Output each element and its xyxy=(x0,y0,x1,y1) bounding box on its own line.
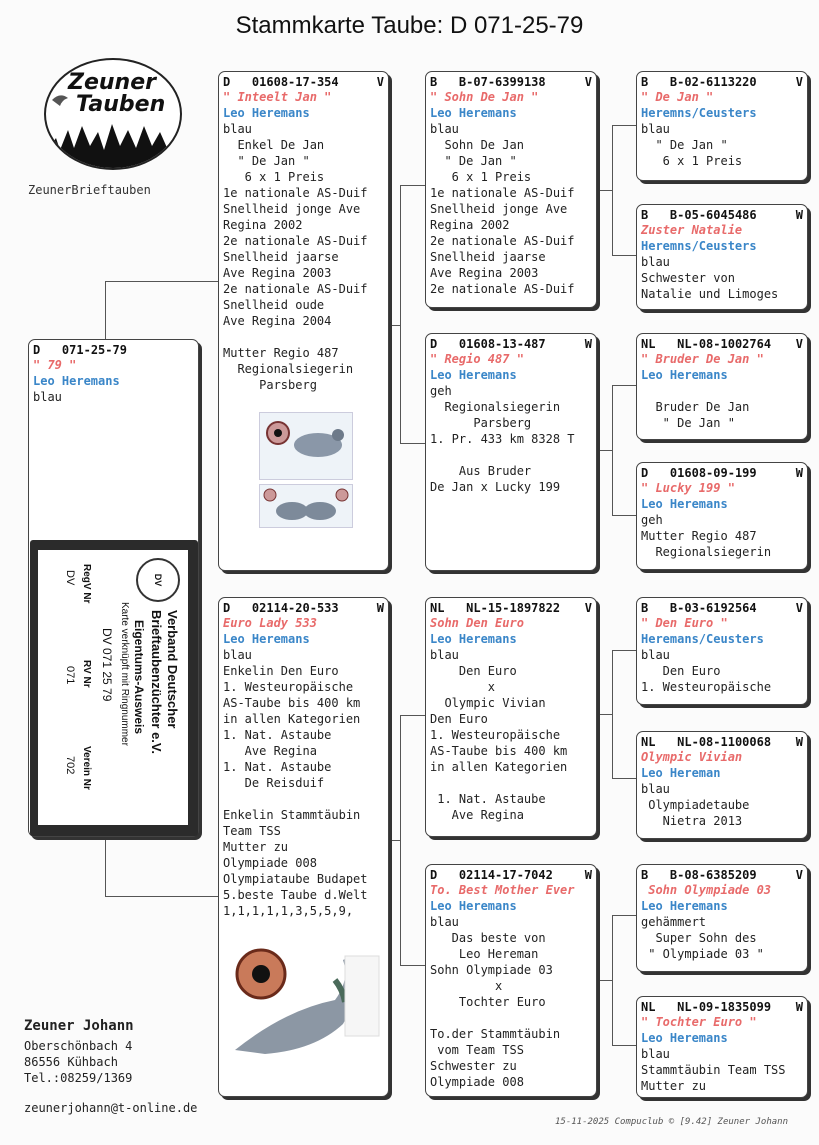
owner-street: Oberschönbach 4 xyxy=(24,1039,133,1053)
card-ring: 01608-17-354 xyxy=(251,75,339,89)
card-ring: 02114-20-533 xyxy=(251,601,339,615)
card-notes: Enkelin Den Euro 1. Westeuropäische AS-Taube bis 400 km in allen Kategorien 1. Nat. Astaube Ave Regina 1. Nat. Astaube De Reisduif Enkelin Stammtäubin Team TSS Mutter zu Olympiade 008 Olympiataube Budapet 5.beste Taube d.Welt 1,1,1,1,1,3,5,5,9, xyxy=(223,664,368,918)
card-gender: V xyxy=(584,75,592,89)
ident-value-verein: 702 xyxy=(64,756,76,775)
pigeon-card-mff[interactable] xyxy=(636,597,808,705)
card-breeder: Leo Heremans xyxy=(641,497,728,511)
card-gender: V xyxy=(795,337,803,351)
owner-city: 86556 Kühbach xyxy=(24,1055,118,1069)
card-code: B xyxy=(641,868,649,882)
card-notes: Das beste von Leo Hereman Sohn Olympiade 03 x Tochter Euro To.der Stammtäubin vom Team TSS Schwester zu Olympiade 008 xyxy=(430,931,561,1089)
ident-sub: Karte verknüpft mit Ringnummer xyxy=(119,602,130,746)
card-code: NL xyxy=(641,337,656,351)
card-breeder: Leo Heremans xyxy=(430,368,517,382)
card-breeder: Leo Heremans xyxy=(641,899,728,913)
pigeon-card-ffm[interactable] xyxy=(636,204,808,310)
card-gender: V xyxy=(795,601,803,615)
card-ring: B-02-6113220 xyxy=(669,75,757,89)
card-color: blau xyxy=(33,390,62,404)
card-color: blau xyxy=(430,648,459,662)
vdt-logo-icon: DV xyxy=(136,558,180,602)
card-breeder: Leo Heremans xyxy=(641,368,728,382)
card-ring: 02114-17-7042 xyxy=(458,868,553,882)
card-breeder: Leo Heremans xyxy=(223,632,310,646)
card-code: D xyxy=(430,868,438,882)
card-code: D xyxy=(223,75,231,89)
card-gender: W xyxy=(795,466,803,480)
card-breeder: Leo Heremans xyxy=(430,106,517,120)
card-notes: Sohn De Jan " De Jan " 6 x 1 Preis 1e nationale AS-Duif Snellheid jonge Ave Regina 2002 2e nationale AS-Duif Snellheid jaarse Ave Regina 2003 2e nationale AS-Duif xyxy=(430,138,575,296)
ident-heading: Eigentums-Ausweis xyxy=(132,620,146,735)
card-color: blau xyxy=(641,1047,670,1061)
card-notes: Mutter Regio 487 Regionalsiegerin xyxy=(641,529,772,559)
card-gender: V xyxy=(376,75,384,89)
ident-value-rv: 071 xyxy=(64,666,76,685)
ident-ring: DV 071 25 79 xyxy=(100,628,114,702)
card-breeder: Leo Heremans xyxy=(430,899,517,913)
card-gender: V xyxy=(584,601,592,615)
card-gender: V xyxy=(795,75,803,89)
card-gender: V xyxy=(795,868,803,882)
card-code: B xyxy=(641,601,649,615)
card-color: blau xyxy=(430,915,459,929)
pigeon-image-icon xyxy=(225,940,381,1070)
ident-label-rv: RV Nr xyxy=(81,660,92,688)
ident-org2: Brieftaubenzüchter e.V. xyxy=(149,610,164,755)
pigeon-photo-2 xyxy=(259,484,353,528)
pigeon-card-mm[interactable] xyxy=(425,864,597,1097)
card-notes: " De Jan " 6 x 1 Preis xyxy=(655,138,743,168)
card-notes: Schwester von Natalie und Limoges xyxy=(641,271,779,301)
card-name: " Lucky 199 " xyxy=(641,481,735,495)
card-name: " Inteelt Jan " xyxy=(223,90,332,104)
card-ring: B-08-6385209 xyxy=(669,868,757,882)
owner-phone: Tel.:08259/1369 xyxy=(24,1071,133,1085)
brand-text: ZeunerBrieftauben xyxy=(28,183,151,197)
pigeon-pair-icon xyxy=(260,485,352,527)
card-gender: W xyxy=(584,868,592,882)
card-ring: B-03-6192564 xyxy=(669,601,757,615)
card-code: B xyxy=(430,75,438,89)
card-gender: W xyxy=(795,208,803,222)
card-code: D xyxy=(33,343,41,357)
card-ring: 01608-13-487 xyxy=(458,337,546,351)
card-notes: Olympiadetaube Nietra 2013 xyxy=(648,798,750,828)
pigeon-card-fmf[interactable] xyxy=(636,333,808,440)
card-notes: Regionalsiegerin Parsberg 1. Pr. 433 km 8328 T Aus Bruder De Jan x Lucky 199 xyxy=(430,400,575,494)
pigeon-card-fff[interactable] xyxy=(636,71,808,181)
card-name: Euro Lady 533 xyxy=(223,616,317,630)
card-name: " Sohn De Jan " xyxy=(430,90,539,104)
card-code: B xyxy=(641,208,649,222)
pigeon-card-father[interactable] xyxy=(218,71,389,571)
card-notes: Den Euro 1. Westeuropäische xyxy=(641,664,772,694)
card-breeder: Leo Heremans xyxy=(641,1031,728,1045)
pigeon-card-ff[interactable] xyxy=(425,71,597,308)
card-code: D xyxy=(430,337,438,351)
card-gender: W xyxy=(584,337,592,351)
card-name: " Tochter Euro " xyxy=(641,1015,757,1029)
card-ring: B-05-6045486 xyxy=(669,208,757,222)
card-notes: Super Sohn des " Olympiade 03 " xyxy=(648,931,764,961)
card-ring: NL-08-1002764 xyxy=(677,337,772,351)
pigeon-photo xyxy=(259,412,353,480)
tree-silhouette-icon xyxy=(46,60,180,168)
card-color: gehämmert xyxy=(641,915,707,929)
pigeon-card-fm[interactable] xyxy=(425,333,597,571)
card-name: Sohn Olympiade 03 xyxy=(641,883,772,897)
card-notes: Bruder De Jan " De Jan " xyxy=(655,400,750,430)
ident-value-regv: DV xyxy=(64,570,76,586)
footer-text: 15-11-2025 Compuclub © [9.42] Zeuner Johann xyxy=(555,1117,788,1127)
logo-line2: Tauben xyxy=(76,92,166,117)
card-color: blau xyxy=(430,122,459,136)
pigeon-card-mf[interactable] xyxy=(425,597,597,837)
card-color: blau xyxy=(641,255,670,269)
zeuner-tauben-logo xyxy=(44,58,182,170)
card-color: geh xyxy=(641,513,663,527)
pigeon-card-mfm[interactable] xyxy=(636,731,808,839)
card-ring: NL-08-1100068 xyxy=(677,735,772,749)
ident-label-regv: RegV Nr xyxy=(81,564,92,604)
card-ring: NL-15-1897822 xyxy=(466,601,561,615)
pigeon-card-mmf[interactable] xyxy=(636,864,808,972)
card-gender: W xyxy=(795,735,803,749)
card-breeder: Heremans/Ceusters xyxy=(641,632,764,646)
card-color: blau xyxy=(641,782,670,796)
card-name: To. Best Mother Ever xyxy=(430,883,575,897)
owner-email[interactable]: zeunerjohann@t-online.de xyxy=(24,1101,198,1115)
eigentums-ausweis-card xyxy=(30,540,198,836)
card-name: " 79 " xyxy=(33,358,77,372)
card-name: " Regio 487 " xyxy=(430,352,524,366)
card-notes: Den Euro x Olympic Vivian Den Euro 1. Westeuropäische AS-Taube bis 400 km in allen Kategorien 1. Nat. Astaube Ave Regina xyxy=(430,664,568,822)
card-notes: Stammtäubin Team TSS Mutter zu xyxy=(641,1063,786,1093)
pigeon-image-icon xyxy=(260,413,352,479)
pigeon-card-fmm[interactable] xyxy=(636,462,808,570)
card-breeder: Heremns/Ceusters xyxy=(641,106,757,120)
card-name: " Den Euro " xyxy=(641,616,728,630)
card-color: blau xyxy=(223,122,252,136)
card-color: blau xyxy=(641,122,670,136)
card-gender: W xyxy=(376,601,384,615)
card-ring: B-07-6399138 xyxy=(458,75,546,89)
card-ring: NL-09-1835099 xyxy=(677,1000,772,1014)
card-code: NL xyxy=(641,735,656,749)
card-name: Sohn Den Euro xyxy=(430,616,524,630)
owner-address xyxy=(24,1018,134,1086)
card-notes: Enkel De Jan " De Jan " 6 x 1 Preis 1e nationale AS-Duif Snellheid jonge Ave Regina 2002 2e nationale AS-Duif Snellheid jaarse Ave Regina 2003 2e nationale AS-Duif Snellheid oude Ave Regina 2004 Mutter Regio 487 Regionalsiegerin Parsberg xyxy=(223,138,368,392)
pigeon-card-mmm[interactable] xyxy=(636,996,808,1098)
card-ring: 071-25-79 xyxy=(61,343,127,357)
owner-name: Zeuner Johann xyxy=(24,1018,134,1034)
card-breeder: Leo Hereman xyxy=(641,766,721,780)
card-breeder: Heremns/Ceusters xyxy=(641,239,757,253)
ident-org1: Verband Deutscher xyxy=(165,610,180,729)
card-color: blau xyxy=(641,648,670,662)
page-title: Stammkarte Taube: D 071-25-79 xyxy=(235,12,584,39)
card-name: " Bruder De Jan " xyxy=(641,352,764,366)
card-color: blau xyxy=(223,648,252,662)
card-name: Zuster Natalie xyxy=(641,223,743,237)
card-color: geh xyxy=(430,384,452,398)
card-breeder: Leo Heremans xyxy=(223,106,310,120)
pigeon-photo xyxy=(225,940,381,1070)
card-name: Olympic Vivian xyxy=(641,750,743,764)
card-code: NL xyxy=(430,601,445,615)
card-breeder: Leo Heremans xyxy=(430,632,517,646)
card-code: D xyxy=(641,466,649,480)
logo-line1: Zeuner xyxy=(68,70,156,95)
card-ring: 01608-09-199 xyxy=(669,466,757,480)
ident-label-verein: Verein Nr xyxy=(81,746,92,790)
card-breeder: Leo Heremans xyxy=(33,374,120,388)
card-name: " De Jan " xyxy=(641,90,714,104)
card-gender: W xyxy=(795,1000,803,1014)
card-code: NL xyxy=(641,1000,656,1014)
card-code: D xyxy=(223,601,231,615)
card-code: B xyxy=(641,75,649,89)
pigeon-card-mother[interactable] xyxy=(218,597,389,1097)
